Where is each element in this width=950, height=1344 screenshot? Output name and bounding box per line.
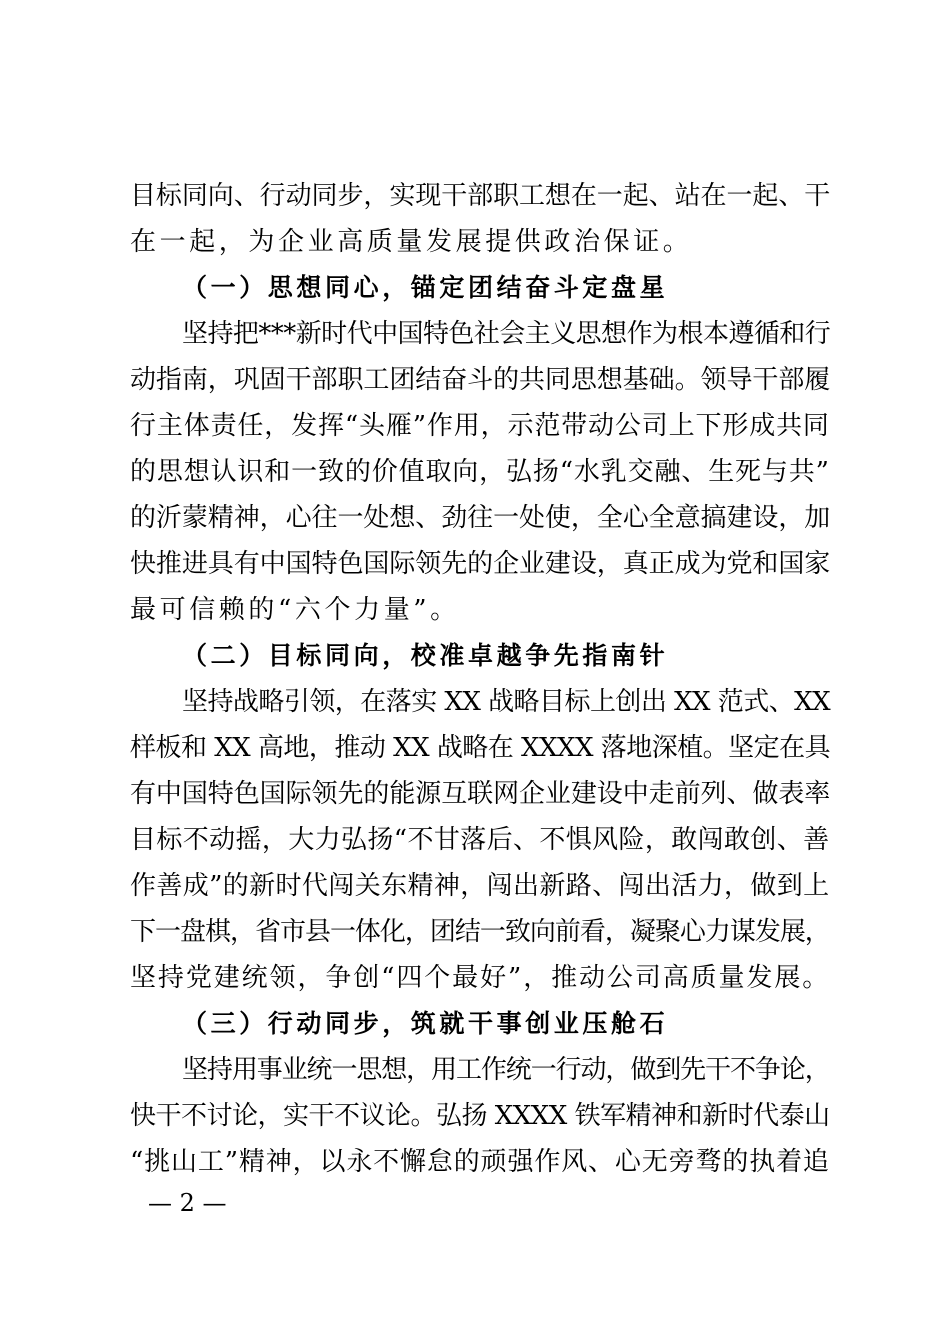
text-line: 作善成”的新时代闯关东精神，闯出新路、闯出活力，做到上 (130, 871, 830, 901)
section-heading-2: （二）目标同向，校准卓越争先指南针 (182, 641, 669, 670)
section-heading-3: （三）行动同步，筑就干事创业压舱石 (182, 1009, 669, 1038)
text-line: 的思想认识和一致的价值取向，弘扬“水乳交融、生死与共” (130, 457, 830, 487)
text-line: 坚持把***新时代中国特色社会主义思想作为根本遵循和行 (182, 319, 831, 349)
text-line: 目标同向、行动同步，实现干部职工想在一起、站在一起、干 (130, 181, 831, 211)
section-heading-1: （一）思想同心，锚定团结奋斗定盘星 (182, 273, 669, 302)
text-line: 行主体责任，发挥“头雁”作用，示范带动公司上下形成共同 (130, 411, 830, 441)
text-line: 样板和 XX 高地，推动 XX 战略在 XXXX 落地深植。坚定在具 (130, 733, 831, 763)
text-line: 快干不讨论，实干不议论。弘扬 XXXX 铁军精神和新时代泰山 (130, 1101, 830, 1131)
text-line: 在一起，为企业高质量发展提供政治保证。 (130, 227, 693, 257)
text-line: 坚持战略引领，在落实 XX 战略目标上创出 XX 范式、XX (182, 687, 831, 717)
text-line: 目标不动摇，大力弘扬“不甘落后、不惧风险，敢闯敢创、善 (130, 825, 830, 855)
text-line: 的沂蒙精神，心往一处想、劲往一处使，全心全意搞建设，加 (130, 503, 831, 533)
text-line: 最可信赖的“六个力量”。 (130, 595, 460, 625)
text-line: 快推进具有中国特色国际领先的企业建设，真正成为党和国家 (130, 549, 831, 579)
text-line: 动指南，巩固干部职工团结奋斗的共同思想基础。领导干部履 (130, 365, 831, 395)
text-line: 有中国特色国际领先的能源互联网企业建设中走前列、做表率 (130, 779, 831, 809)
text-line: 坚持党建统领，争创“四个最好”，推动公司高质量发展。 (130, 963, 831, 993)
text-line: “挑山工”精神，以永不懈怠的顽强作风、心无旁骛的执着追 (130, 1147, 830, 1177)
text-line: 下一盘棋，省市县一体化，团结一致向前看，凝聚心力谋发展， (130, 917, 830, 947)
text-line: 坚持用事业统一思想，用工作统一行动，做到先干不争论， (182, 1055, 830, 1085)
page-number: — 2 — (148, 1189, 227, 1217)
